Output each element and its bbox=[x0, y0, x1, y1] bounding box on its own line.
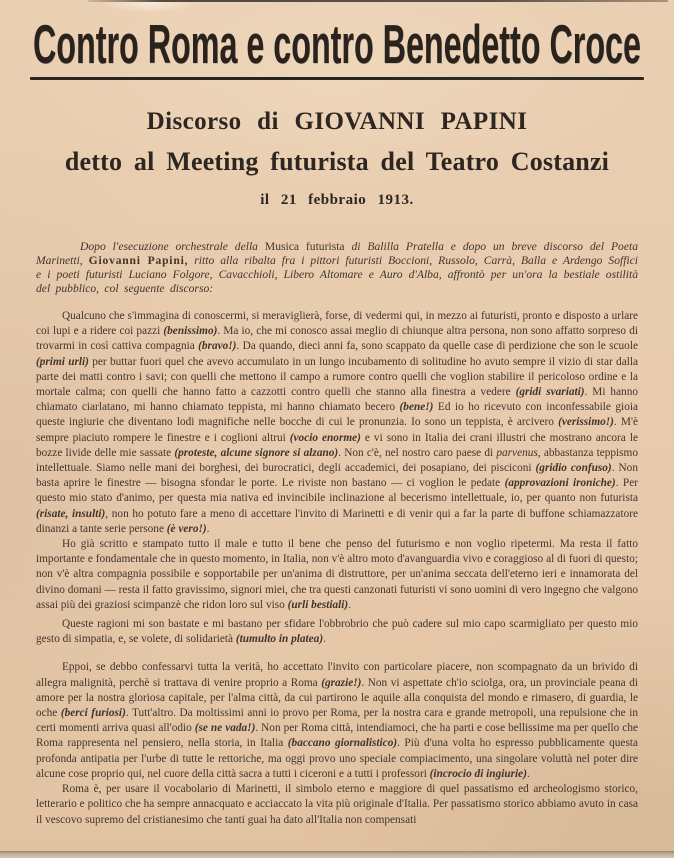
text-segment: Giovanni Papini, bbox=[88, 254, 189, 267]
text-segment: . bbox=[348, 598, 352, 611]
text-segment: Musica futurista bbox=[264, 240, 345, 253]
text-segment: parvenus bbox=[496, 446, 538, 459]
stage-direction: (vocio enorme) bbox=[289, 431, 361, 444]
speech-paragraph bbox=[36, 309, 638, 537]
text-segment: . Più d'una volta ho espresso pubblicamente questa profonda antipatia per l'urbe di tutte le rettoriche, ma oggi provo uno speciale compiacimento, una singolare voluttà nel poter dire alcune cose proprio qui, nel cuore della città sacra a tutti i ciceroni e a tutti i professori bbox=[36, 737, 639, 780]
stage-direction: (bene!) bbox=[399, 401, 434, 414]
text-segment: Roma è, per usare il vocabolario di Marinetti, il simbolo eterno e maggiore di quel passatismo ed archeologismo storico, letterario e politico che ha sempre annacquato e acciaccato la vita più originale d'Italia. Per passatismo storico abbiamo avuto in casa il vescovo supremo del cristianesimo che tanti guai ha dato all'Italia non compensati bbox=[36, 783, 638, 826]
speech-paragraph bbox=[36, 782, 638, 828]
text-segment: , non ho potuto fare a meno di accettare l'invito di Marinetti e di venir qui a far la parte di buffone schiamazzatore dinanzi a tante serie persone bbox=[36, 507, 639, 535]
text-segment: . Non c'è, nel nostro caro paese di bbox=[338, 446, 497, 459]
text-segment: Queste ragioni mi son bastate e mi bastano per sfidare l'obbrobrio che può cadere sul mio capo scarmigliato per questo mio gesto di simpatia, e, se volete, di solidarietà bbox=[36, 618, 638, 646]
text-segment: Qualcuno che s'immagina di conoscermi, si meraviglierà, forse, di vedermi qui, in mezzo ai futuristi, pronto e disposto a urlare coi lupi e a ridere coi pazzi bbox=[36, 310, 638, 338]
speech-paragraph bbox=[36, 617, 638, 647]
title-rule bbox=[30, 77, 644, 80]
stage-direction: (urli bestiali) bbox=[287, 598, 349, 611]
text-segment: di Balilla Pratella e dopo un breve discorso del Poeta Marinetti, bbox=[36, 240, 638, 267]
text-segment: . Non vi aspettate ch'io sciolga, ora, un provinciale peana di amore per la nostra gloriosa capitale, per l'alma città, da cui partirono le aquile alla conquista del mondo e rimasero, di guardia, le oche bbox=[36, 676, 638, 720]
text-segment: per buttar fuori quel che avevo accumulato in un lungo incubamento di solitudine ho avuto sempre il vizio di star dalla parte dei matti contro i savi; con quelli che mettono il campo a rumore contro quelli che voglion stabilire il pericoloso ordine e la mortale calma; con quelli che hanno fatto a cazzotti contro quelli che stanno alla finestra a vedere bbox=[36, 355, 639, 399]
stage-direction: (gridio confuso) bbox=[535, 462, 612, 475]
stage-direction: (bravo!) bbox=[198, 340, 237, 353]
scan-bottom-edge bbox=[0, 851, 674, 858]
text-segment: Dopo l'esecuzione orchestrale della bbox=[80, 240, 265, 253]
text-segment: Ed io ho ricevuto con inconfessabile gioia queste ingiurie che diventano lodi magnifiche nelle bocche di cui le pronunzia. Io sono un teppista, è arcivero bbox=[36, 401, 638, 429]
speech-paragraph bbox=[36, 660, 638, 782]
intro-paragraph bbox=[36, 240, 638, 296]
text-segment: . Mi hanno chiamato ciarlatano, mi hanno chiamato teppista, mi hanno chiamato becero bbox=[36, 386, 638, 414]
page-title: Contro Roma e contro Benedetto Croce bbox=[33, 13, 641, 75]
speech-paragraph bbox=[36, 537, 638, 613]
stage-direction: (tumulto in platea) bbox=[235, 633, 324, 646]
stage-direction: (berci furiosi) bbox=[60, 707, 126, 720]
text-segment: . bbox=[206, 522, 210, 535]
stage-direction: (baccano giornalistico) bbox=[287, 737, 398, 750]
subtitle-event: detto al Meeting futurista del Teatro Costanzi bbox=[64, 147, 610, 176]
text-segment: . Ma io, che mi conosco assai meglio di chiunque altra persona, non sono affatto sorpreso di trovarmi in così cattiva compagnia bbox=[36, 325, 638, 353]
stage-direction: (proteste, alcune signore si alzano) bbox=[174, 446, 339, 459]
stage-direction: (è vero!) bbox=[166, 522, 207, 535]
text-segment: . bbox=[323, 633, 326, 646]
title-row bbox=[0, 13, 674, 75]
subtitle-speaker: Discorso di GIOVANNI PAPINI bbox=[146, 108, 528, 135]
text-segment: . Per questo mio stato d'animo, per questa mia nativa ed invincibile inclinazione al becerismo intellettuale, io, per quanto non futurista bbox=[36, 477, 638, 505]
text-segment: . bbox=[526, 767, 530, 780]
stage-direction: (verissimo!) bbox=[558, 416, 614, 429]
text-segment: . Non per Roma città, intendiamoci, che ha parti e cose bellissime ma per quello che Roma rappresenta nel pensiero, nella storia, in Italia bbox=[36, 722, 638, 750]
text-segment: . M'è sempre piaciuto rompere le finestre e i coglioni altrui bbox=[36, 416, 638, 444]
stage-direction: (risate, insulti) bbox=[36, 507, 106, 520]
text-segment: , abbastanza teppismo intellettuale. Siamo nelle mani dei borghesi, dei burocratici, degli accademici, dei posapiano, dei pisciconi bbox=[36, 446, 638, 475]
stage-direction: (approvazioni ironiche) bbox=[504, 477, 616, 490]
stage-direction: (grazie!) bbox=[321, 676, 362, 689]
text-segment: . Tutt'altro. Da moltissimi anni io provo per Roma, per la nostra cara e grande metropoli, una repulsione che in certi momenti arriva quasi all'odio bbox=[36, 707, 638, 735]
text-segment: ritto alla ribalta fra i pittori futuristi Boccioni, Russolo, Carrà, Balla e Ardengo Soffici e i poeti futuristi Luciano Folgore, Cavacchioli, Libero Altomare e Auro d'Alba, affrontò per un'ora la bestiale ostilità del pubblico, col seguente discorso: bbox=[36, 254, 639, 295]
text-segment: . Da quando, dieci anni fa, sono scappato da quelle case di perdizione che son le scuole bbox=[236, 340, 638, 353]
stage-direction: (se ne vada!) bbox=[194, 722, 256, 735]
stage-direction: (gridi svariati) bbox=[515, 386, 585, 399]
date-line: il 21 febbraio 1913. bbox=[260, 192, 414, 208]
stage-direction: (primi urli) bbox=[36, 355, 89, 368]
text-segment: e vi sono in Italia dei crani illustri che mostrano ancora le bozze livide delle mie sassate bbox=[36, 431, 638, 459]
stage-direction: (benissimo) bbox=[163, 325, 218, 338]
text-segment: . Non basta aprire le finestre — bisogna sfondar le porte. Le riviste non bastano — ci voglion le pedate bbox=[36, 462, 638, 490]
scan-top-edge bbox=[88, 0, 668, 2]
text-segment: Eppoi, se debbo confessarvi tutta la verità, ho accettato l'invito con particolare piacere, non scompagnato da un brivido di allegra malignità, perchè si trattava di venire proprio a Roma bbox=[36, 661, 638, 689]
text-segment: Ho già scritto e stampato tutto il male e tutto il bene che penso del futurismo e non voglio ripetermi. Ma resta il fatto importante e fondamentale che in questo momento, in Italia, non v'è altro moto d'avanguardia vivo e coraggioso al di fuori di questo; non v'è altra compagnia possibile e sopportabile per un'anima di distruttore, per un'anima seccata dell'eterno ieri e innamorata del divino domani — resta il fatto gravissimo, signori miei, che tra questi canzonati futuristi vi sono uomini di vero ingegno che valgono assai più dei graziosi scimpanzè che ridon loro sul viso bbox=[36, 538, 638, 611]
stage-direction: (incrocio di ingiurie) bbox=[429, 767, 527, 780]
speech-body bbox=[36, 309, 638, 828]
